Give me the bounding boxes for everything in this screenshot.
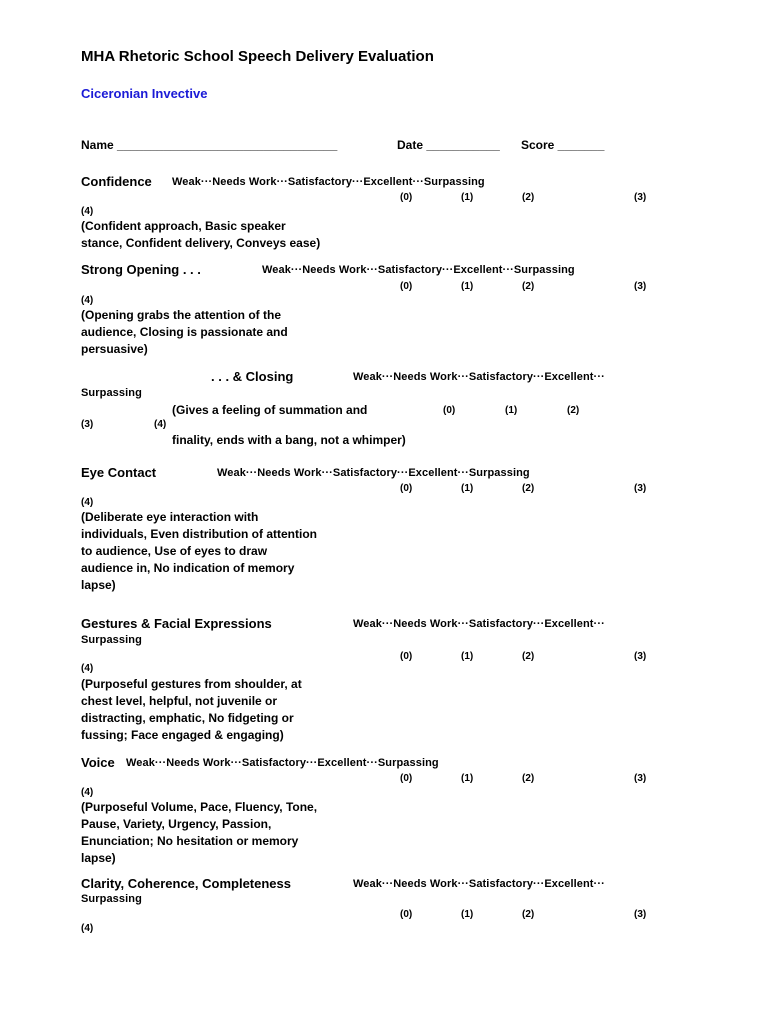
voice-description: (Purposeful Volume, Pace, Fluency, Tone, Pause, Variety, Urgency, Passion, Enunciation; No hesitation or memory lapse) <box>81 800 318 865</box>
point-0: (0) <box>400 483 413 494</box>
closing-scale: Weak···Needs Work···Satisfactory···Excellent··· <box>353 371 605 383</box>
gestures-scale: Weak···Needs Work···Satisfactory···Excellent··· <box>353 618 605 630</box>
clarity-scale: Weak···Needs Work···Satisfactory···Excellent··· <box>353 878 605 890</box>
point-0: (0) <box>443 405 456 416</box>
voice-scale: Weak···Needs Work···Satisfactory···Excellent···Surpassing <box>126 757 439 769</box>
point-3: (3) <box>634 192 647 203</box>
gestures-description: (Purposeful gestures from shoulder, at chest level, helpful, not juvenile or distracting, emphatic, No fidgeting or fussing; Face engaged & engaging) <box>81 677 302 742</box>
page-subtitle: Ciceronian Invective <box>81 86 208 101</box>
gestures-heading: Gestures & Facial Expressions <box>81 616 272 631</box>
eye-contact-description: (Deliberate eye interaction with individuals, Even distribution of attention to audience, Use of eyes to draw audience in, No indication of memory lapse) <box>81 510 318 592</box>
point-4: (4) <box>81 923 94 934</box>
confidence-description: (Confident approach, Basic speaker stance, Confident delivery, Conveys ease) <box>81 219 321 250</box>
date-field[interactable]: Date ___________ <box>397 138 500 152</box>
point-0: (0) <box>400 281 413 292</box>
page-title: MHA Rhetoric School Speech Delivery Evaluation <box>81 48 434 65</box>
point-2: (2) <box>522 651 535 662</box>
point-1: (1) <box>461 192 474 203</box>
point-0: (0) <box>400 909 413 920</box>
score-field[interactable]: Score _______ <box>521 138 605 152</box>
eye-contact-heading: Eye Contact <box>81 465 157 480</box>
point-0: (0) <box>400 773 413 784</box>
point-1: (1) <box>461 773 474 784</box>
name-field[interactable]: Name _________________________________ <box>81 138 338 152</box>
voice-heading: Voice <box>81 755 115 770</box>
opening-heading: Strong Opening . . . <box>81 262 201 277</box>
point-1: (1) <box>505 405 518 416</box>
point-3: (3) <box>634 651 647 662</box>
point-4: (4) <box>81 295 94 306</box>
point-2: (2) <box>522 773 535 784</box>
point-4: (4) <box>81 497 94 508</box>
point-0: (0) <box>400 192 413 203</box>
confidence-heading: Confidence <box>81 174 152 189</box>
clarity-heading: Clarity, Coherence, Completeness <box>81 876 291 891</box>
clarity-scale-tail: Surpassing <box>81 893 142 905</box>
gestures-scale-tail: Surpassing <box>81 634 142 646</box>
point-2: (2) <box>522 483 535 494</box>
point-1: (1) <box>461 651 474 662</box>
point-1: (1) <box>461 909 474 920</box>
point-3: (3) <box>634 773 647 784</box>
closing-scale-tail: Surpassing <box>81 387 142 399</box>
point-4: (4) <box>81 787 94 798</box>
point-2: (2) <box>522 909 535 920</box>
point-4: (4) <box>154 419 167 430</box>
opening-scale: Weak···Needs Work···Satisfactory···Excellent···Surpassing <box>262 264 575 276</box>
point-2: (2) <box>567 405 580 416</box>
closing-description-line2: finality, ends with a bang, not a whimper) <box>172 433 406 447</box>
point-4: (4) <box>81 663 94 674</box>
closing-heading: . . . & Closing <box>211 369 294 384</box>
point-0: (0) <box>400 651 413 662</box>
point-3: (3) <box>81 419 94 430</box>
point-3: (3) <box>634 483 647 494</box>
point-3: (3) <box>634 909 647 920</box>
closing-description-line1: (Gives a feeling of summation and <box>172 403 368 417</box>
point-2: (2) <box>522 192 535 203</box>
confidence-scale: Weak···Needs Work···Satisfactory···Excellent···Surpassing <box>172 176 485 188</box>
point-3: (3) <box>634 281 647 292</box>
point-1: (1) <box>461 281 474 292</box>
opening-description: (Opening grabs the attention of the audience, Closing is passionate and persuasive) <box>81 308 288 356</box>
point-1: (1) <box>461 483 474 494</box>
point-4: (4) <box>81 206 94 217</box>
point-2: (2) <box>522 281 535 292</box>
eye-contact-scale: Weak···Needs Work···Satisfactory···Excellent···Surpassing <box>217 467 530 479</box>
